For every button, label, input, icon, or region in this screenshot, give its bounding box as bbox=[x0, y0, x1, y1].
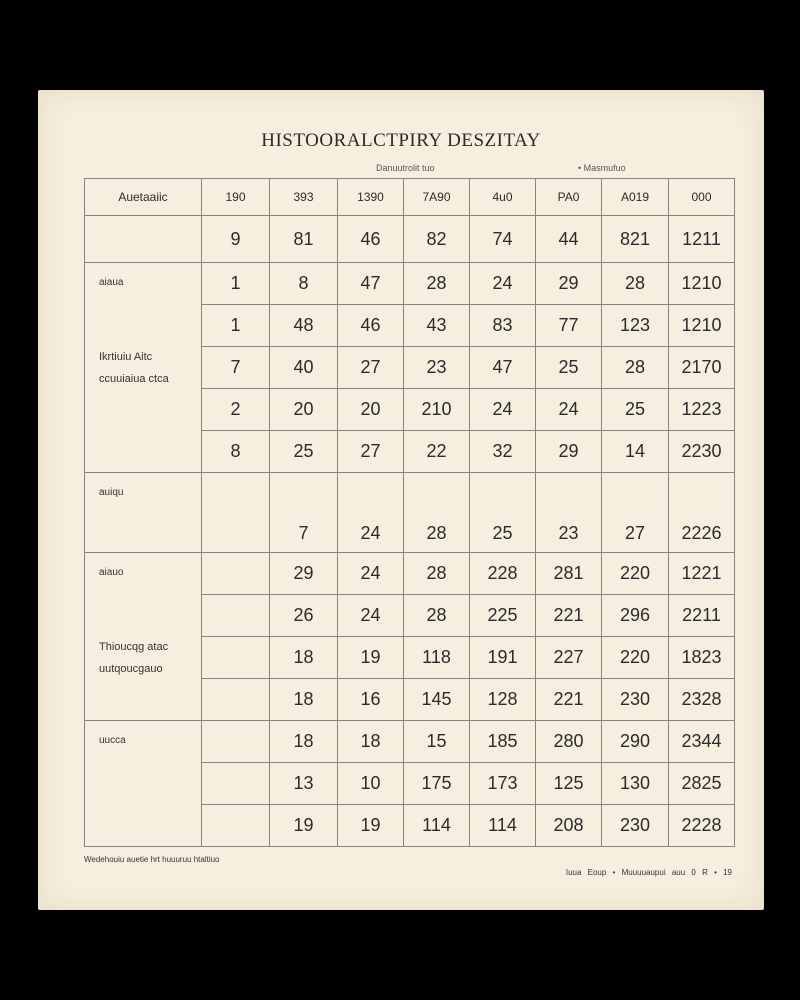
table-cell: 83 bbox=[470, 305, 536, 347]
table-cell: 210 bbox=[404, 389, 470, 431]
table-cell: 24 bbox=[470, 389, 536, 431]
row-group-label bbox=[85, 263, 202, 473]
table-cell: 1823 bbox=[669, 637, 735, 679]
table-cell: 227 bbox=[536, 637, 602, 679]
table-cell: 130 bbox=[602, 763, 669, 805]
table-cell bbox=[202, 553, 270, 595]
table-cell: 230 bbox=[602, 679, 669, 721]
table-cell: 290 bbox=[602, 721, 669, 763]
table-cell: 22 bbox=[404, 431, 470, 473]
footer-page-info: Iuua Eoup • Muuuuaupui auu 0 R • 19 bbox=[565, 868, 732, 877]
table-cell: 2825 bbox=[669, 763, 735, 805]
table-cell: 29 bbox=[536, 431, 602, 473]
table-cell: 18 bbox=[270, 637, 338, 679]
table-cell: 173 bbox=[470, 763, 536, 805]
table-cell: 28 bbox=[404, 263, 470, 305]
table-cell: 2230 bbox=[669, 431, 735, 473]
table-cell: 230 bbox=[602, 805, 669, 847]
table-cell: 81 bbox=[270, 216, 338, 263]
table-cell: 2170 bbox=[669, 347, 735, 389]
table-cell: 114 bbox=[404, 805, 470, 847]
table-cell: 29 bbox=[270, 553, 338, 595]
table-cell: 1 bbox=[202, 263, 270, 305]
table-cell: 27 bbox=[338, 347, 404, 389]
table-row bbox=[85, 216, 735, 263]
table-cell: 25 bbox=[536, 347, 602, 389]
table-cell: 221 bbox=[536, 595, 602, 637]
column-header-label: Auetaaiic bbox=[85, 179, 202, 216]
table-cell: 44 bbox=[536, 216, 602, 263]
table-cell: 25 bbox=[602, 389, 669, 431]
table-cell: 128 bbox=[470, 679, 536, 721]
table-cell: 20 bbox=[338, 389, 404, 431]
table-cell: 125 bbox=[536, 763, 602, 805]
table-cell: 13 bbox=[270, 763, 338, 805]
table-cell: 2228 bbox=[669, 805, 735, 847]
row-group-name: aiaua bbox=[99, 277, 124, 288]
table-cell: 28 bbox=[602, 263, 669, 305]
table-cell: 2 bbox=[202, 389, 270, 431]
table-cell: 9 bbox=[202, 216, 270, 263]
table-cell bbox=[202, 721, 270, 763]
document-page bbox=[38, 90, 764, 910]
table-cell: 19 bbox=[270, 805, 338, 847]
table-cell: 23 bbox=[536, 473, 602, 553]
row-group-label bbox=[85, 553, 202, 721]
table-cell: 25 bbox=[270, 431, 338, 473]
row-group-subtitle bbox=[99, 346, 201, 390]
row-group-subtitle-line: uutqoucgauo bbox=[99, 663, 163, 675]
table-cell: 20 bbox=[270, 389, 338, 431]
table-cell: 10 bbox=[338, 763, 404, 805]
table-cell: 2226 bbox=[669, 473, 735, 553]
table-cell: 14 bbox=[602, 431, 669, 473]
table-cell: 225 bbox=[470, 595, 536, 637]
table-cell: 8 bbox=[270, 263, 338, 305]
table-cell: 8 bbox=[202, 431, 270, 473]
table-cell: 1211 bbox=[669, 216, 735, 263]
table-cell: 46 bbox=[338, 305, 404, 347]
table-cell: 7 bbox=[202, 347, 270, 389]
table-row bbox=[85, 473, 735, 553]
column-header: 393 bbox=[270, 179, 338, 216]
table-cell: 32 bbox=[470, 431, 536, 473]
column-header: 7A90 bbox=[404, 179, 470, 216]
column-header: A019 bbox=[602, 179, 669, 216]
table-row bbox=[85, 263, 735, 305]
table-cell bbox=[202, 473, 270, 553]
row-group-subtitle-line: Ikrtiuiu Aitc bbox=[99, 351, 153, 363]
row-group-subtitle-line: ccuuiaiua ctca bbox=[99, 373, 169, 385]
row-group-subtitle-line: Thioucqg atac bbox=[99, 641, 169, 653]
subheading-right: • Masmufuo bbox=[578, 163, 626, 173]
row-group-name: aiauo bbox=[99, 567, 124, 578]
table-cell: 208 bbox=[536, 805, 602, 847]
table-cell bbox=[202, 763, 270, 805]
table-cell: 221 bbox=[536, 679, 602, 721]
table-cell: 145 bbox=[404, 679, 470, 721]
table-cell: 296 bbox=[602, 595, 669, 637]
data-table bbox=[84, 178, 735, 847]
table-cell: 114 bbox=[470, 805, 536, 847]
table-cell: 25 bbox=[470, 473, 536, 553]
table-cell: 821 bbox=[602, 216, 669, 263]
table-cell: 77 bbox=[536, 305, 602, 347]
table-cell: 24 bbox=[536, 389, 602, 431]
table-cell: 28 bbox=[404, 553, 470, 595]
table-cell: 281 bbox=[536, 553, 602, 595]
table-cell: 16 bbox=[338, 679, 404, 721]
table-cell: 24 bbox=[338, 595, 404, 637]
table-cell: 24 bbox=[470, 263, 536, 305]
table-cell: 1210 bbox=[669, 305, 735, 347]
table-cell bbox=[85, 216, 202, 263]
table-cell: 123 bbox=[602, 305, 669, 347]
table-cell: 27 bbox=[338, 431, 404, 473]
table-cell: 280 bbox=[536, 721, 602, 763]
table-cell: 185 bbox=[470, 721, 536, 763]
table-cell: 28 bbox=[404, 595, 470, 637]
table-cell: 26 bbox=[270, 595, 338, 637]
table-cell bbox=[202, 679, 270, 721]
table-cell: 18 bbox=[270, 679, 338, 721]
row-group-label bbox=[85, 473, 202, 553]
table-row bbox=[85, 553, 735, 595]
table-cell: 2328 bbox=[669, 679, 735, 721]
footer-note: Wedehouiu auetie hrt huuuruu htaltiuo bbox=[84, 855, 220, 864]
table-cell: 24 bbox=[338, 553, 404, 595]
table-cell: 46 bbox=[338, 216, 404, 263]
table-cell: 1 bbox=[202, 305, 270, 347]
table-cell: 15 bbox=[404, 721, 470, 763]
table-cell: 29 bbox=[536, 263, 602, 305]
row-group-name: uucca bbox=[99, 735, 126, 746]
table-cell: 19 bbox=[338, 637, 404, 679]
table-cell: 23 bbox=[404, 347, 470, 389]
subheading-left: Danuutrolit tuo bbox=[376, 163, 435, 173]
table-cell: 47 bbox=[338, 263, 404, 305]
column-header: 1390 bbox=[338, 179, 404, 216]
row-group-name: auiqu bbox=[99, 487, 124, 498]
table-cell: 175 bbox=[404, 763, 470, 805]
table-cell bbox=[202, 637, 270, 679]
table-cell: 24 bbox=[338, 473, 404, 553]
table-cell: 40 bbox=[270, 347, 338, 389]
table-cell: 48 bbox=[270, 305, 338, 347]
table-cell: 191 bbox=[470, 637, 536, 679]
table-cell: 1221 bbox=[669, 553, 735, 595]
table-cell: 47 bbox=[470, 347, 536, 389]
table-cell: 74 bbox=[470, 216, 536, 263]
table-cell: 18 bbox=[338, 721, 404, 763]
table-cell: 28 bbox=[404, 473, 470, 553]
table-cell bbox=[202, 595, 270, 637]
table-cell: 1223 bbox=[669, 389, 735, 431]
page-title: HISTOORALCTPIRY DESZITAY bbox=[261, 130, 541, 151]
table-cell: 220 bbox=[602, 553, 669, 595]
table-cell: 43 bbox=[404, 305, 470, 347]
table-cell: 1210 bbox=[669, 263, 735, 305]
table-cell: 28 bbox=[602, 347, 669, 389]
table-cell: 2211 bbox=[669, 595, 735, 637]
table-cell: 82 bbox=[404, 216, 470, 263]
table-cell: 220 bbox=[602, 637, 669, 679]
table-cell: 228 bbox=[470, 553, 536, 595]
table-header-row bbox=[85, 179, 735, 216]
table-row bbox=[85, 721, 735, 763]
row-group-label bbox=[85, 721, 202, 847]
row-group-subtitle bbox=[99, 636, 201, 680]
table-cell: 7 bbox=[270, 473, 338, 553]
table-cell: 27 bbox=[602, 473, 669, 553]
table-cell bbox=[202, 805, 270, 847]
table-cell: 18 bbox=[270, 721, 338, 763]
column-header: 4u0 bbox=[470, 179, 536, 216]
column-header: 000 bbox=[669, 179, 735, 216]
column-header: 190 bbox=[202, 179, 270, 216]
table-cell: 19 bbox=[338, 805, 404, 847]
column-header: PA0 bbox=[536, 179, 602, 216]
table-cell: 118 bbox=[404, 637, 470, 679]
table-cell: 2344 bbox=[669, 721, 735, 763]
